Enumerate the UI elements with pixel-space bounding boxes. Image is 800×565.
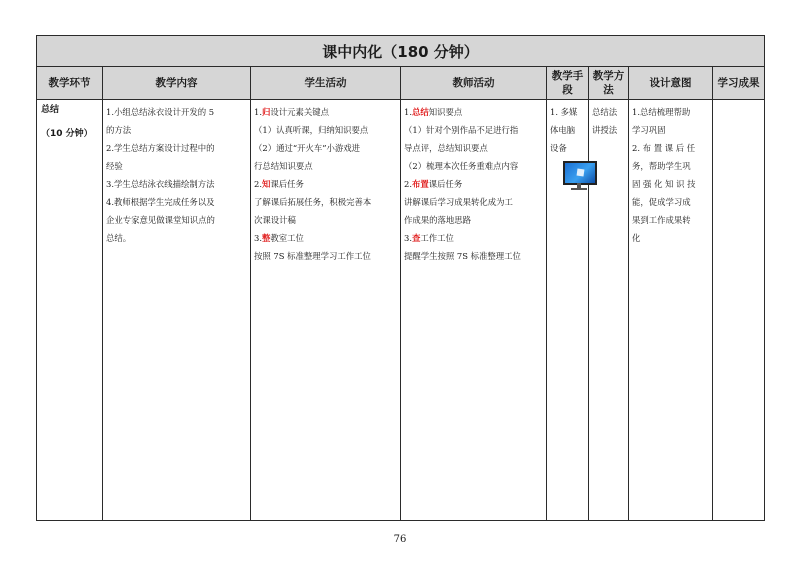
- teacher-line: 作成果的落地思路: [404, 215, 471, 225]
- design-line: 固 强 化 知 识 技: [632, 179, 696, 189]
- content-line: 4.教师根据学生完成任务以及: [106, 197, 215, 207]
- keyword-highlight: 查: [412, 233, 421, 243]
- design-line: 务，帮助学生巩: [632, 161, 691, 171]
- header-means: 教学手段: [547, 67, 589, 100]
- keyword-highlight: 总结: [412, 107, 429, 117]
- student-line: 按照 7S 标准整理学习工作工位: [254, 251, 371, 261]
- means-line: 1. 多媒: [550, 107, 578, 117]
- student-line: 次课设计稿: [254, 215, 296, 225]
- computer-monitor-icon: [563, 161, 597, 191]
- keyword-highlight: 整: [262, 233, 271, 243]
- design-line: 能，促成学习成: [632, 197, 691, 207]
- means-line: 设备: [550, 143, 567, 153]
- student-line: 3.整教室工位: [254, 233, 304, 243]
- header-teacher-activity: 教师活动: [401, 67, 547, 100]
- student-activity-cell: [251, 100, 401, 521]
- teacher-line: 2.布置课后任务: [404, 179, 463, 189]
- content-line: 的方法: [106, 125, 132, 135]
- student-line: 2.知课后任务: [254, 179, 304, 189]
- teacher-activity-cell: [401, 100, 547, 521]
- means-cell: [547, 100, 589, 521]
- header-method: 教学方法: [589, 67, 629, 100]
- header-design-intent: 设计意图: [629, 67, 713, 100]
- header-stage: 教学环节: [37, 67, 103, 100]
- student-line: 行总结知识要点: [254, 161, 313, 171]
- teacher-line: 讲解课后学习成果转化成为工: [404, 197, 513, 207]
- stage-cell: [37, 100, 103, 521]
- teacher-line: 导点评，总结知识要点: [404, 143, 488, 153]
- student-line: 1.归设计元素关键点: [254, 107, 329, 117]
- content-line: 总结。: [106, 233, 132, 243]
- content-line: 企业专家意见做课堂知识点的: [106, 215, 215, 225]
- teacher-line: 提醒学生按照 7S 标准整理工位: [404, 251, 521, 261]
- header-row: [37, 67, 765, 100]
- student-line: 了解课后拓展任务，积极完善本: [254, 197, 372, 207]
- outcome-cell: [713, 100, 765, 521]
- summary-row: [37, 100, 765, 521]
- header-content: 教学内容: [103, 67, 251, 100]
- design-intent-cell: [629, 100, 713, 521]
- design-line: 2. 布 置 课 后 任: [632, 143, 696, 153]
- content-line: 1.小组总结泳衣设计开发的 5: [106, 107, 215, 117]
- design-line: 果到工作成果转: [632, 215, 691, 225]
- lesson-plan-table: [36, 35, 765, 521]
- header-outcome: 学习成果: [713, 67, 765, 100]
- content-line: 经验: [106, 161, 123, 171]
- teacher-line: 3.查工作工位: [404, 233, 454, 243]
- keyword-highlight: 布置: [412, 179, 429, 189]
- method-line: 讲授法: [592, 125, 618, 135]
- header-student-activity: 学生活动: [251, 67, 401, 100]
- content-cell: [103, 100, 251, 521]
- keyword-highlight: 归: [262, 107, 271, 117]
- student-line: （1）认真听课，归纳知识要点: [254, 125, 369, 135]
- student-line: （2）通过“开火车”小游戏进: [254, 143, 361, 153]
- design-line: 化: [632, 233, 641, 243]
- table-title: 课中内化（180 分钟）: [37, 36, 765, 67]
- teacher-line: （1）针对个别作品不足进行指: [404, 125, 519, 135]
- keyword-highlight: 知: [262, 179, 271, 189]
- design-line: 1.总结梳理帮助: [632, 107, 691, 117]
- teacher-line: 1.总结知识要点: [404, 107, 463, 117]
- content-line: 3.学生总结泳衣线描绘制方法: [106, 179, 215, 189]
- teacher-line: （2）梳理本次任务重难点内容: [404, 161, 519, 171]
- section-duration: （10 分钟）: [41, 129, 93, 139]
- page-number: 76: [393, 534, 407, 545]
- section-name: 总结: [41, 105, 60, 115]
- content-line: 2.学生总结方案设计过程中的: [106, 143, 215, 153]
- design-line: 学习巩固: [632, 125, 666, 135]
- means-line: 体电脑: [550, 125, 576, 135]
- method-line: 总结法: [592, 107, 618, 117]
